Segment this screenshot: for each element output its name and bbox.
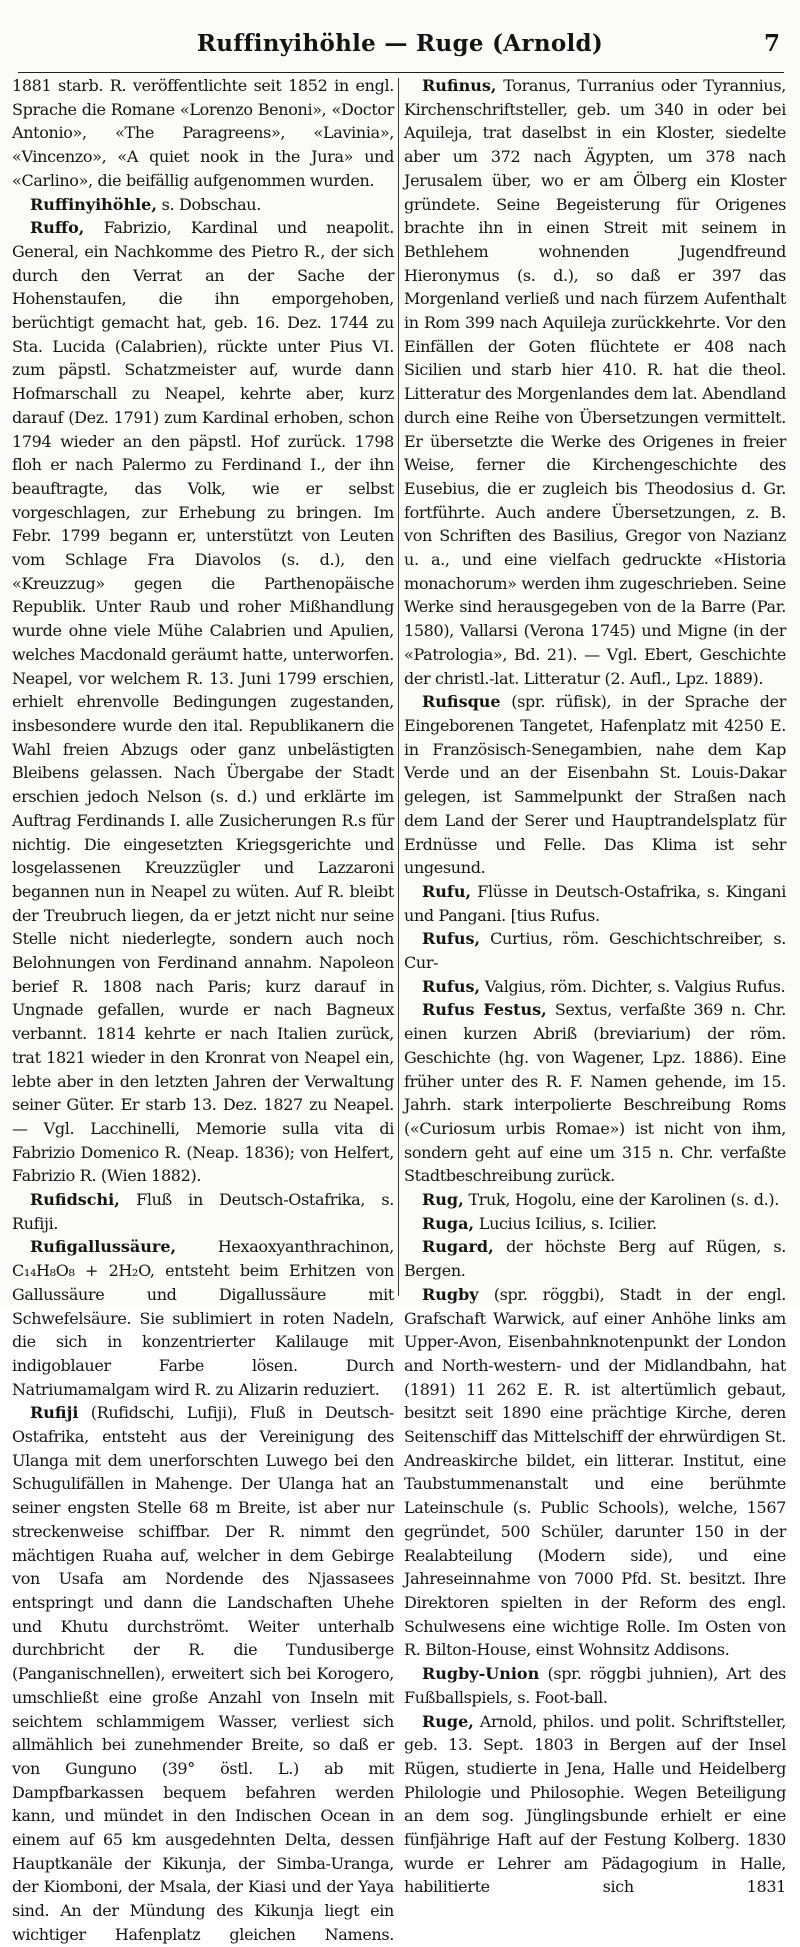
entry-headword: Rufidschi, xyxy=(30,1190,120,1210)
entry-headword: Rufus Festus, xyxy=(422,1000,547,1020)
entry-rufiji xyxy=(12,1401,394,1946)
entry-text: Flüsse in Deutsch-Ostafrika, s. Kingani und Pangani. [tius Rufus. xyxy=(404,881,786,925)
entry-text: Valgius, röm. Dichter, s. Valgius Rufus. xyxy=(484,976,786,996)
entry-rufidschi xyxy=(12,1188,394,1235)
entry-text: (spr. röggbi), Stadt in der engl. Grafschaft Warwick, auf einer Anhöhe links am Upper-Avon, Eisenbahnknotenpunkt der London and North-western- und der Midlandbahn, hat (1891) 11 262 E. R. ist altertümlich gebaut, besitzt seit 1890 eine prächtige Kirche, deren Seitenschiff das Mittelschiff der ehrwürdigen St. Andreaskirche bildet, ein litterar. Institut, eine Taubstummenanstalt und eine berühmte Lateinschule (s. Public Schools), welche, 1567 gegründet, 500 Schüler, darunter 150 in der Realabteilung (Modern side), und eine Jahreseinnahme von 7000 Pfd. St. besitzt. Ihre Direktoren spielten in der Reform des engl. Schulwesens eine wichtige Rolle. Im Osten von R. Bilton-House, einst Wohnsitz Addisons. xyxy=(404,1284,786,1660)
entry-headword: Rugby xyxy=(422,1284,479,1304)
entry-headword: Rufiji xyxy=(30,1403,79,1423)
page-number: 7 xyxy=(763,30,780,57)
running-head-title: Ruffinyihöhle — Ruge (Arnold) xyxy=(196,30,604,57)
entry-rufus-festus xyxy=(404,998,786,1188)
entry-rugard xyxy=(404,1235,786,1282)
entry-text: Fluß in Deutsch-Ostafrika, s. Rufiji. xyxy=(12,1190,394,1233)
entry-headword: Rufinus, xyxy=(422,76,497,95)
entry-text: Sextus, verfaßte 369 n. Chr. einen kurzen Abriß (breviarium) der röm. Geschichte (hg. von Wagener, Lpz. 1886). Eine früher unter des R. F. Namen gehende, im 15. Jahrh. stark interpolierte Beschreibung Roms («Curiosum urbis Romae») ist nicht von ihm, sondern geht auf eine um 315 n. Chr. verfaßte Stadtbeschreibung zurück. xyxy=(404,1000,787,1186)
entry-rugby xyxy=(404,1283,786,1662)
entry-rufigallussaeure xyxy=(12,1235,394,1401)
running-head xyxy=(0,24,800,64)
header-rule xyxy=(18,72,784,73)
entry-headword: Rufus, xyxy=(422,929,481,949)
entry-headword: Rugby-Union xyxy=(422,1664,540,1684)
entry-text: Arnold, philos. und polit. Schriftsteller, geb. 13. Sept. 1803 in Bergen auf der Insel Rügen, studierte in Jena, Halle und Heidelberg Philologie und Philosophie. Wegen Beteiligung an dem sog. Jünglingsbunde erhielt er eine fünfjährige Haft auf der Festung Kolberg. 1830 wurde er Lehrer am Pädagogium in Halle, habilitierte sich 1831 xyxy=(404,1711,786,1897)
entry-text: s. Dobschau. xyxy=(161,194,261,214)
entry-rufus-curtius xyxy=(404,927,786,974)
entry-continuation xyxy=(12,74,394,193)
entry-headword: Ruffo, xyxy=(30,218,85,238)
entry-headword: Ruffinyihöhle, xyxy=(30,194,157,214)
entry-headword: Ruge, xyxy=(422,1711,474,1731)
entry-rufisque xyxy=(404,690,786,880)
entry-headword: Rug, xyxy=(422,1190,464,1210)
entry-headword: Rugard, xyxy=(422,1237,494,1257)
entry-text: 1881 starb. R. veröffentlichte seit 1852 in engl. Sprache die Romane «Lorenzo Benoni», «Doctor Antonio», «The Paragreens», «Lavinia», «Vincenzo», «A quiet nook in the Jura» und «Carlino», die beifällig aufgenommen wurden. xyxy=(12,76,394,190)
entry-rug xyxy=(404,1188,786,1212)
entry-text: der höchste Berg auf Rügen, s. Bergen. xyxy=(404,1237,786,1281)
entry-text: Curtius, röm. Geschichtschreiber, s. Cur- xyxy=(404,929,786,973)
column-divider xyxy=(398,78,399,1296)
entry-ruge xyxy=(404,1710,786,1900)
entry-text: Truk, Hogolu, eine der Karolinen (s. d.). xyxy=(468,1190,779,1210)
entry-text: Hexaoxyanthrachinon, C₁₄H₈O₈ + 2H₂O, entsteht beim Erhitzen von Gallussäure und Digallussäure mit Schwefelsäure. Sie sublimiert in roten Nadeln, die sich in konzentrierter Kalilauge mit indigoblauer Farbe lösen. Durch Natriumamalgam wird R. zu Alizarin reduziert. xyxy=(12,1237,394,1399)
entry-headword: Rufigallussäure, xyxy=(30,1237,177,1257)
entry-rufus-valgius xyxy=(404,975,786,999)
entry-text: Fabrizio, Kardinal und neapolit. General, ein Nachkomme des Pietro R., der sich durch den Verrat an der Sache der Hohenstaufen, die ihn emporgehoben, berüchtigt gemacht hat, geb. 16. Dez. 1744 zu Sta. Lucida (Calabrien), rückte unter Pius VI. zum päpstl. Schatzmeister auf, wurde dann Hofmarschall zu Neapel, kehrte aber, kurz darauf (Dez. 1791) zum Kardinal erhoben, schon 1794 wieder an den päpstl. Hof zurück. 1798 floh er nach Palermo zu Ferdinand I., der ihn beauftragte, das Volk, wie er selbst vorgeschlagen, zur Erhebung zu bringen. Im Febr. 1799 begann er, unterstützt von Leuten vom Schlage Fra Diavolos (s. d.), den «Kreuzzug» gegen die Parthenopäische Republik. Unter Raub und roher Mißhandlung wurde ohne viele Mühe Calabrien und Apulien, welches Macdonald geräumt hatte, unterworfen. Neapel, vor welchem R. 13. Juni 1799 erschien, erhielt ehrenvolle Bedingungen zugestanden, insbesondere wurde den ital. Republikanern die Wahl freien Abzugs oder ganz unbelästigten Bleibens gelassen. Nach Übergabe der Stadt erschien jedoch Nelson (s. d.) und erklärte im Auftrag Ferdinands I. alle Zusicherungen R.s für nichtig. Die eingesetzten Kriegsgerichte und losgelassenen Kreuzzügler und Lazzaroni begannen nun in Neapel zu wüten. Auf R. bleibt der Treubruch liegen, da er jetzt nicht nur seine Stelle nicht niederlegte, sondern auch noch Belohnungen von Ferdinand annahm. Napoleon berief R. 1808 nach Paris; kurz darauf in Ungnade gefallen, wurde er nach Bagneux verbannt. 1814 kehrte er nach Italien zurück, trat 1821 wieder in den Kronrat von Neapel ein, lebte aber in den letzten Jahren der Verwaltung seiner Güter. Er starb 13. Dez. 1827 zu Neapel. — Vgl. Lacchinelli, Memorie sulla vita di Fabrizio Domenico R. (Neap. 1836); von Helfert, Fabrizio R. (Wien 1882). xyxy=(12,218,394,1186)
entry-ruffinyihoehle xyxy=(12,193,394,217)
entry-text: (Rufidschi, Lufiji), Fluß in Deutsch-Ostafrika, entsteht aus der Vereinigung des Ulanga mit dem unerforschten Luwego bei den Schugulifällen in Mahenge. Der Ulanga hat an seiner engsten Stelle 68 m Breite, ist aber nur streckenweise schiffbar. Der R. nimmt den mächtigen Ruaha auf, welcher in dem Gebirge von Usafa am Nordende des Njassasees entspringt und dann die Landschaften Uhehe und Khutu durchströmt. Weiter unterhalb durchbricht der R. die Tundusiberge (Panganischnellen), erweitert sich bei Korogero, umschließt eine große Anzahl von Inseln mit seichtem schlammigem Wasser, verliest sich allmählich bei zunehmender Breite, so daß er von Gunguno (39° östl. L.) ab mit Dampfbarkassen bequem befahren werden kann, und mündet in den Indischen Ocean in einem auf 65 km ausgedehnten Delta, dessen Hauptkanäle der Kikunja, der Simba-Uranga, der Kiomboni, der Msala, der Kiasi und der Yaya sind. An der Mündung des Kikunja liegt ein wichtiger Hafenplatz gleichen Namens. xyxy=(12,1403,394,1944)
entry-ruffo xyxy=(12,216,394,1188)
entry-ruga xyxy=(404,1212,786,1236)
entry-rufu xyxy=(404,880,786,927)
entry-text: (spr. rüfisk), in der Sprache der Eingeborenen Tangetet, Hafenplatz mit 4250 E. in Französisch-Senegambien, nahe dem Kap Verde und an der Eisenbahn St. Louis-Dakar gelegen, ist Sammelpunkt der Straßen nach dem Land der Serer und Hauptrandelsplatz für Erdnüsse und Felle. Das Klima ist sehr ungesund. xyxy=(404,692,786,878)
left-column xyxy=(12,74,394,1944)
entry-text: Toranus, Turranius oder Tyrannius, Kirchenschriftsteller, geb. um 340 in oder bei Aquileja, trat daselbst in ein Kloster, siedelte aber um 372 nach Ägypten, um 378 nach Jerusalem über, wo er am Ölberg ein Kloster gründete. Seine Begeisterung für Origenes brachte ihn in einen Streit mit seinem in Bethlehem wohnenden Jugendfreund Hieronymus (s. d.), so daß er 397 das Morgenland verließ und nach fürzem Aufenthalt in Rom 399 nach Aquileja zurückkehrte. Vor den Einfällen der Goten flüchtete er 408 nach Sicilien und starb hier 410. R. hat die theol. Litteratur des Morgenlandes dem lat. Abendland durch eine Reihe von Übersetzungen vermittelt. Er übersetzte die Werke des Origenes in freier Weise, ferner die Kirchengeschichte des Eusebius, die er zugleich bis Theodosius d. Gr. fortführte. Auch andere Übersetzungen, z. B. von Schriften des Basilius, Gregor von Nazianz u. a., und eine vielfach gedruckte «Historia monachorum» werden ihm zugeschrieben. Seine Werke sind herausgegeben von de la Barre (Par. 1580), Vallarsi (Verona 1745) und Migne (in der «Patrologia», Bd. 21). — Vgl. Ebert, Geschichte der christl.-lat. Litteratur (2. Aufl., Lpz. 1889). xyxy=(404,76,786,688)
entry-rufinus xyxy=(404,74,786,690)
entry-headword: Rufu, xyxy=(422,881,472,901)
entry-headword: Rufisque xyxy=(422,692,501,712)
entry-rugby-union xyxy=(404,1662,786,1709)
entry-text: Lucius Icilius, s. Icilier. xyxy=(478,1213,657,1233)
entry-headword: Ruga, xyxy=(422,1213,475,1233)
entry-headword: Rufus, xyxy=(422,976,481,996)
entry-text: (spr. röggbi juhnien), Art des Fußballspiels, s. Foot-ball. xyxy=(404,1664,786,1707)
right-column xyxy=(404,74,787,1897)
